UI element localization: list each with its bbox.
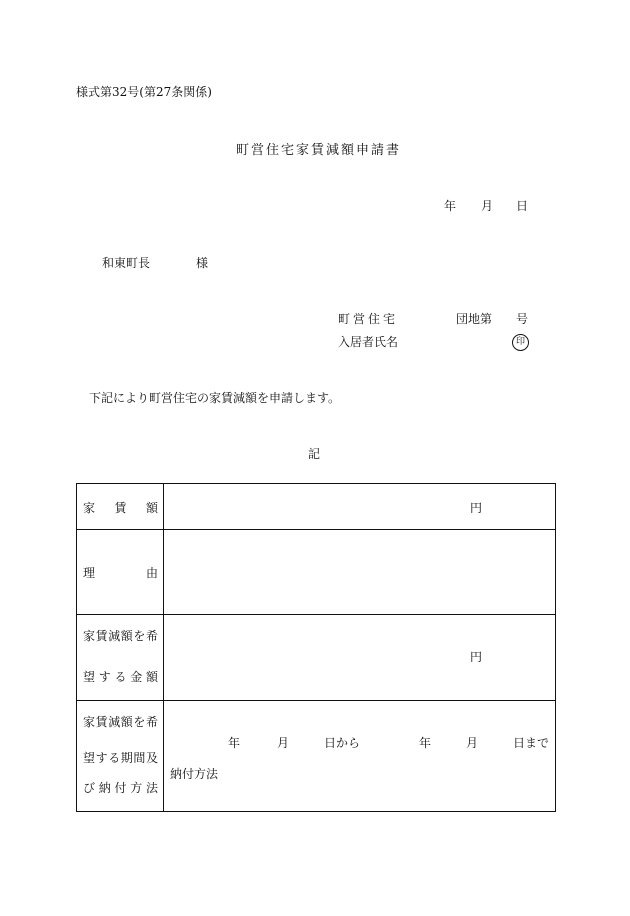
period-to-day: 日まで [513,736,550,750]
label-char: 方 [130,781,143,795]
tenant-name-label: 入居者氏名 [338,335,399,349]
label-char: 額 [145,501,158,515]
date-month-label: 月 [481,199,494,213]
period-label-line1 [83,716,158,728]
label-char: す [95,751,108,765]
date-day-label: 日 [516,199,529,213]
label-char: 付 [114,781,127,795]
date-year-label: 年 [444,199,457,213]
seal-mark: 印 [512,334,529,351]
desired-amount-label-line2 [83,671,158,683]
label-char: を [133,629,146,643]
row-divider [77,614,555,615]
label-char: 賃 [95,629,108,643]
label-char: び [83,781,96,795]
label-char: 家 [83,715,96,729]
document-title: 町営住宅家賃減額申請書 [236,143,402,158]
rent-amount-label [83,502,158,514]
number-suffix: 号 [516,312,529,326]
label-char: 金 [130,670,143,684]
label-char: を [133,715,146,729]
application-table [76,483,556,812]
label-char: 間 [133,751,146,765]
ki-heading: 記 [308,447,321,461]
desired-amount-unit: 円 [470,650,483,664]
desired-amount-label-line1 [83,630,158,642]
label-char: 家 [83,501,96,515]
period-from-year: 年 [228,736,241,750]
reason-label [83,567,158,579]
label-char: 及 [145,751,158,765]
period-from-day: 日から [324,736,361,750]
label-char: 望 [83,670,96,684]
row-divider [77,529,555,530]
label-char: 賃 [114,501,127,515]
label-char: 法 [145,781,158,795]
label-char: 由 [145,566,158,580]
addressee-name: 和東町長 [102,256,151,270]
form-number: 様式第32号(第27条関係) [76,85,212,99]
label-char: 期 [120,751,133,765]
application-statement: 下記により町営住宅の家賃減額を申請します。 [89,391,341,405]
label-char: 理 [83,566,96,580]
label-char: す [98,670,111,684]
period-to-month: 月 [466,736,479,750]
label-column-divider [163,484,164,811]
housing-label: 町営住宅 [338,312,399,326]
label-char: 家 [83,629,96,643]
reason-field[interactable] [167,534,547,609]
label-char: 額 [145,670,158,684]
row-divider [77,700,555,701]
period-to-year: 年 [419,736,432,750]
period-label-line2 [83,752,158,764]
label-char: 額 [120,715,133,729]
label-char: る [114,670,127,684]
label-char: 望 [83,751,96,765]
payment-method-label: 納付方法 [170,767,219,781]
addressee-honorific: 様 [196,256,209,270]
rent-amount-unit: 円 [470,501,483,515]
label-char: 納 [98,781,111,795]
label-char: 額 [120,629,133,643]
label-char: 減 [108,715,121,729]
label-char: 希 [145,629,158,643]
label-char: 賃 [95,715,108,729]
label-char: る [108,751,121,765]
block-label: 団地第 [456,312,493,326]
label-char: 希 [145,715,158,729]
label-char: 減 [108,629,121,643]
period-label-line3 [83,782,158,794]
period-from-month: 月 [277,736,290,750]
